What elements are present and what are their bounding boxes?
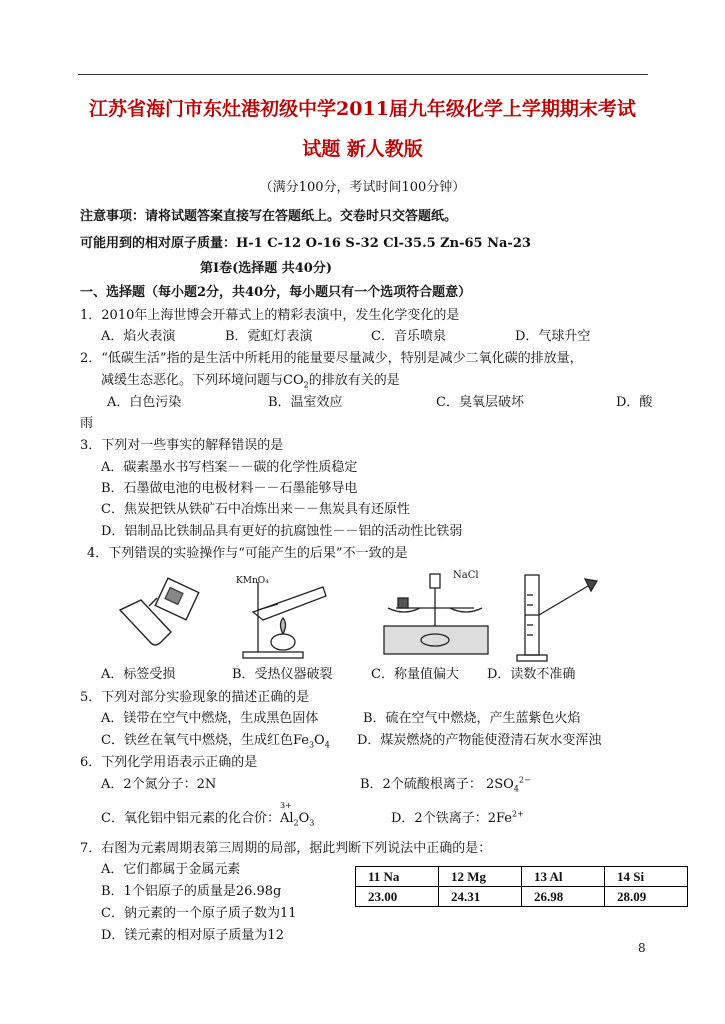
q2-option-d: D．酸 <box>616 395 653 410</box>
q1-stem: 1．2010年上海世博会开幕式上的精彩表演中，发生化学变化的是 <box>80 308 460 323</box>
q3-option-d: D．铝制品比铁制品具有更好的抗腐蚀性－－铝的活动性比铁弱 <box>101 524 463 539</box>
periodic-table-excerpt <box>355 866 688 907</box>
q2-option-a: A．白色污染 <box>107 395 182 410</box>
q5-option-b: B．硫在空气中燃烧，产生蓝紫色火焰 <box>363 711 581 726</box>
header-rule <box>78 74 648 75</box>
q2-stem-2: 减缓生态恶化。下列环境问题与$CO_2$的排放有关的是 <box>101 373 400 390</box>
q7-option-d: D．镁元素的相对原子质量为12 <box>101 928 284 943</box>
q1-option-c: C．音乐喷泉 <box>371 329 446 344</box>
figure-a-pouring <box>105 572 215 652</box>
table-cell-value: 26.98 <box>522 887 605 907</box>
q1-option-d: D．气球升空 <box>515 329 591 344</box>
q7-stem: 7．右图为元素周期表第三周期的局部，据此判断下列说法中正确的是： <box>80 841 492 856</box>
figure-c-balance <box>376 568 494 660</box>
table-cell-header: 11 Na <box>356 867 439 887</box>
q7-option-c: C．钠元素的一个原子质子数为11 <box>101 906 297 921</box>
part1-title: 第Ⅰ卷(选择题 共40分) <box>200 261 332 276</box>
table-row <box>356 867 688 887</box>
q1-option-b: B．霓虹灯表演 <box>225 329 313 344</box>
atomic-masses: 可能用到的相对原子质量：H-1 C-12 O-16 S-32 Cl-35.5 Zn-65 Na-23 <box>80 236 531 251</box>
score-info: （满分100分，考试时间100分钟） <box>259 180 466 195</box>
table-cell-header: 12 Mg <box>439 867 522 887</box>
q4-option-c: C．称量值偏大 <box>371 667 459 682</box>
table-cell-value: 24.31 <box>439 887 522 907</box>
q7-option-a: A．它们都属于金属元素 <box>101 862 241 877</box>
figure-c-label: NaCl <box>453 570 479 581</box>
q5-stem: 5．下列对部分实验现象的描述正确的是 <box>80 690 310 705</box>
q2-stem-1: 2．“低碳生活”指的是生活中所耗用的能量要尽量减少，特别是减少二氧化碳的排放量， <box>80 351 583 366</box>
q5-option-d: D．煤炭燃烧的产物能使澄清石灰水变浑浊 <box>357 733 602 748</box>
table-cell-value: 28.09 <box>605 887 688 907</box>
figure-b-label: KMnO₄ <box>236 576 269 586</box>
q4-stem: 4．下列错误的实验操作与“可能产生的后果”不一致的是 <box>87 546 408 561</box>
q2-option-c: C．臭氧层破坏 <box>436 395 524 410</box>
q3-option-c: C．焦炭把铁从铁矿石中冶炼出来－－焦炭具有还原性 <box>101 502 410 517</box>
table-cell-header: 13 Al <box>522 867 605 887</box>
table-cell-value: 23.00 <box>356 887 439 907</box>
q3-stem: 3．下列对一些事实的解释错误的是 <box>80 438 284 453</box>
q1-option-a: A．焰火表演 <box>101 329 176 344</box>
q2-option-d-cont: 雨 <box>80 416 94 431</box>
q6-option-b: B．2个硫酸根离子： $2SO_4^{2-}$ <box>360 775 531 794</box>
q3-option-a: A．碳素墨水书写档案－－碳的化学性质稳定 <box>101 460 358 475</box>
section1-heading: 一、选择题（每小题2分，共40分，每小题只有一个选项符合题意） <box>80 285 472 300</box>
q4-option-a: A．标签受损 <box>101 667 176 682</box>
notice: 注意事项：请将试题答案直接写在答题纸上。交卷时只交答题纸。 <box>80 209 458 224</box>
title-line-2: 试题 新人教版 <box>302 138 423 160</box>
title-line-1: 江苏省海门市东灶港初级中学2011届九年级化学上学期期末考试 <box>89 98 636 120</box>
q6-stem: 6．下列化学用语表示正确的是 <box>80 755 258 770</box>
q6-option-c: C．氧化铝中铝元素的化合价： 3+ $Al_2O_3$ <box>101 801 315 828</box>
q2-option-b: B．温室效应 <box>268 395 343 410</box>
q4-option-d: D．读数不准确 <box>487 667 576 682</box>
table-cell-header: 14 Si <box>605 867 688 887</box>
figure-d-cylinder <box>515 565 605 665</box>
table-row <box>356 887 688 907</box>
q5-option-c: C．铁丝在氧气中燃烧，生成红色$Fe_3O_4$ <box>101 733 330 750</box>
q6-option-a: A．2个氮分子：2N <box>101 777 217 792</box>
q4-option-b: B．受热仪器破裂 <box>232 667 333 682</box>
q7-option-b: B．1个铝原子的质量是26.98g <box>101 884 282 899</box>
page-number: 8 <box>638 941 646 955</box>
q5-option-a: A．镁带在空气中燃烧，生成黑色固体 <box>101 711 319 726</box>
q6-option-d: D．2个铁离子：$2Fe^{2+}$ <box>391 809 524 826</box>
q3-option-b: B．石墨做电池的电极材料－－石墨能够导电 <box>101 481 358 496</box>
